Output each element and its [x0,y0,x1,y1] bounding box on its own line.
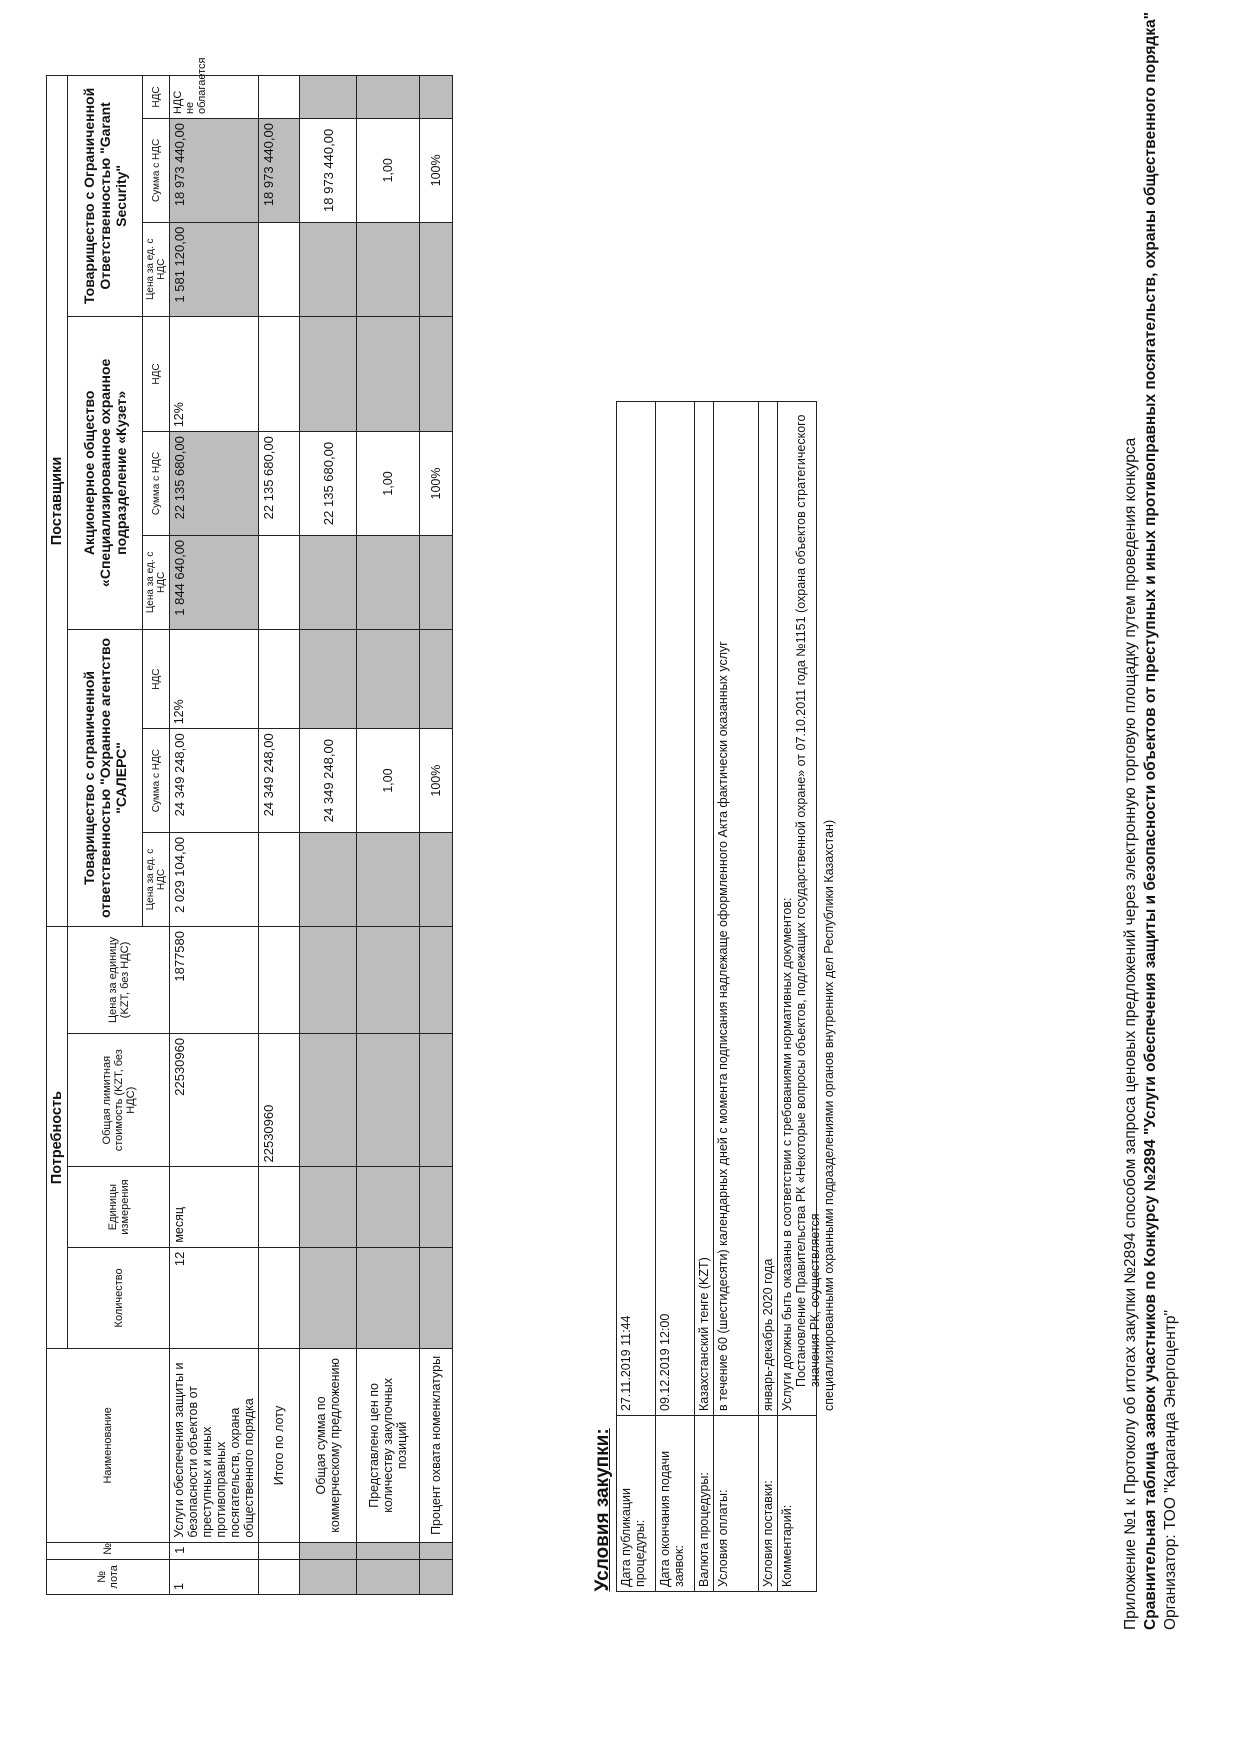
end-date-label: Дата окончания подачи заявок: [656,1416,695,1592]
s3-sum-header: Сумма с НДС [143,119,170,223]
col-total-limit-header: Общая лимитная стоимость (KZT, без НДС) [68,1033,170,1167]
comparison-table [46,57,453,1595]
positions-s3: 1,00 [357,119,420,223]
header-line-1: Приложение №1 к Протоколу об итогах закупки №2894 способом запроса ценовых предложений через электронную торговую площадку путем проведения конкурса [1122,437,1139,1630]
need-group-header: Потребность [47,927,68,1349]
total-s1-sum: 24 349 248,00 [259,729,300,833]
list-item [695,401,714,1591]
list-item [778,401,817,1591]
col-num-header: № [47,1542,170,1559]
s1-vat: 12% [170,629,259,728]
s2-vat: 12% [170,316,259,431]
delivery-value: январь-декабрь 2020 года [759,401,778,1415]
payment-label: Условия оплаты: [714,1416,759,1592]
comment-label: Комментарий: [778,1416,817,1592]
list-item [714,401,759,1591]
comment-line-1: Услуги должны быть оказаны в соответствии с требованиями нормативных документов: [780,897,794,1411]
list-item [759,401,778,1591]
commercial-label: Общая сумма по коммерческому предложению [300,1349,357,1542]
coverage-s3: 100% [420,119,453,223]
s3-sum: 18 973 440,00 [170,119,259,223]
s1-sum: 24 349 248,00 [170,729,259,833]
item-unit: месяц [170,1167,259,1247]
coverage-row [420,76,453,1595]
supplier-2-name: Акционерное общество «Специализированное охранное подразделение «Кузет» [68,316,143,629]
comment-value [778,401,836,1415]
s1-sum-header: Сумма с НДС [143,729,170,833]
comment-line-3: специализированными охранными подразделениями органов внутренних дел Республики Казахстан) [822,819,836,1411]
s3-price-header: Цена за ед. с НДС [143,222,170,316]
item-total-limit: 22530960 [170,1033,259,1167]
positions-s2: 1,00 [357,432,420,536]
s2-sum-header: Сумма с НДС [143,432,170,536]
commercial-s3: 18 973 440,00 [300,119,357,223]
conditions-title: Условия закупки: [592,1428,613,1592]
col-qty-header: Количество [68,1247,170,1349]
commercial-s2: 22 135 680,00 [300,432,357,536]
list-item [656,401,695,1591]
s3-price: 1 581 120,00 [170,222,259,316]
list-item [617,401,656,1591]
s2-price-header: Цена за ед. с НДС [143,535,170,629]
coverage-label: Процент охвата номенклатуры [420,1349,453,1542]
item-name: Услуги обеспечения защиты и безопасности объектов от преступных и иных противоправных посягательств, охрана общественного порядка [170,1349,259,1542]
comment-line-2: Постановление Правительства РК «Некоторые вопросы объектов, подлежащих государственной охране» от 07.10.2011 года №1151 (охрана объектов стратегического значения РК, осуществляется [794,414,822,1387]
total-row [259,76,300,1595]
s2-price: 1 844 640,00 [170,535,259,629]
end-date-value: 09.12.2019 12:00 [656,401,695,1415]
payment-value: в течение 60 (шестидесяти) календарных дней с момента подписания надлежаще оформленного Акта фактически оказанных услуг [714,401,759,1415]
currency-value: Казахстанский тенге (KZT) [695,401,714,1415]
s2-vat-header: НДС [143,316,170,431]
commercial-s1: 24 349 248,00 [300,729,357,833]
item-qty: 12 [170,1247,259,1349]
supplier-1-name: Товарищество с ограниченной ответственностью "Охранное агентство "САЛЕРС" [68,629,143,926]
item-unit-price: 1877580 [170,927,259,1034]
total-label: Итого по лоту [259,1349,300,1542]
s1-vat-header: НДС [143,629,170,728]
positions-label: Представлено цен по количеству закупочных позиций [357,1349,420,1542]
lot-number: 1 [170,1559,259,1594]
col-unit-header: Единицы измерения [68,1167,170,1247]
row-number: 1 [170,1542,259,1559]
coverage-s2: 100% [420,432,453,536]
pub-date-value: 27.11.2019 11:44 [617,401,656,1415]
col-name-header: Наименование [47,1349,170,1542]
total-limit: 22530960 [259,1033,300,1167]
total-s3-sum: 18 973 440,00 [259,119,300,223]
commercial-row [300,76,357,1595]
total-s2-sum: 22 135 680,00 [259,432,300,536]
s2-sum: 22 135 680,00 [170,432,259,536]
suppliers-group-header: Поставщики [47,76,68,927]
pub-date-label: Дата публикации процедуры: [617,1416,656,1592]
header-line-2: Сравнительная таблица заявок участников по Конкурсу №2894 "Услуги обеспечения защиты и безопасности объектов от преступных и иных противоправных посягательств, охраны общественного порядка" [1142,12,1159,1630]
supplier-3-name: Товарищество с Ограниченной Ответственностью "Garant Security" [68,76,143,317]
table-row [170,76,259,1595]
currency-label: Валюта процедуры: [695,1416,714,1592]
header-line-3: Организатор: ТОО "Караганда Энергоцентр" [1162,1309,1179,1630]
conditions-table [590,401,836,1592]
group-header-row [47,76,68,1595]
s3-vat: НДС не облагается [170,76,259,119]
s3-vat-header: НДС [143,76,170,119]
positions-row [357,76,420,1595]
positions-s1: 1,00 [357,729,420,833]
s1-price: 2 029 104,00 [170,832,259,926]
col-unit-price-header: Цена за единицу (KZT, без НДС) [68,927,170,1034]
col-lot-header: № лота [47,1559,170,1594]
s1-price-header: Цена за ед. с НДС [143,832,170,926]
delivery-label: Условия поставки: [759,1416,778,1592]
coverage-s1: 100% [420,729,453,833]
